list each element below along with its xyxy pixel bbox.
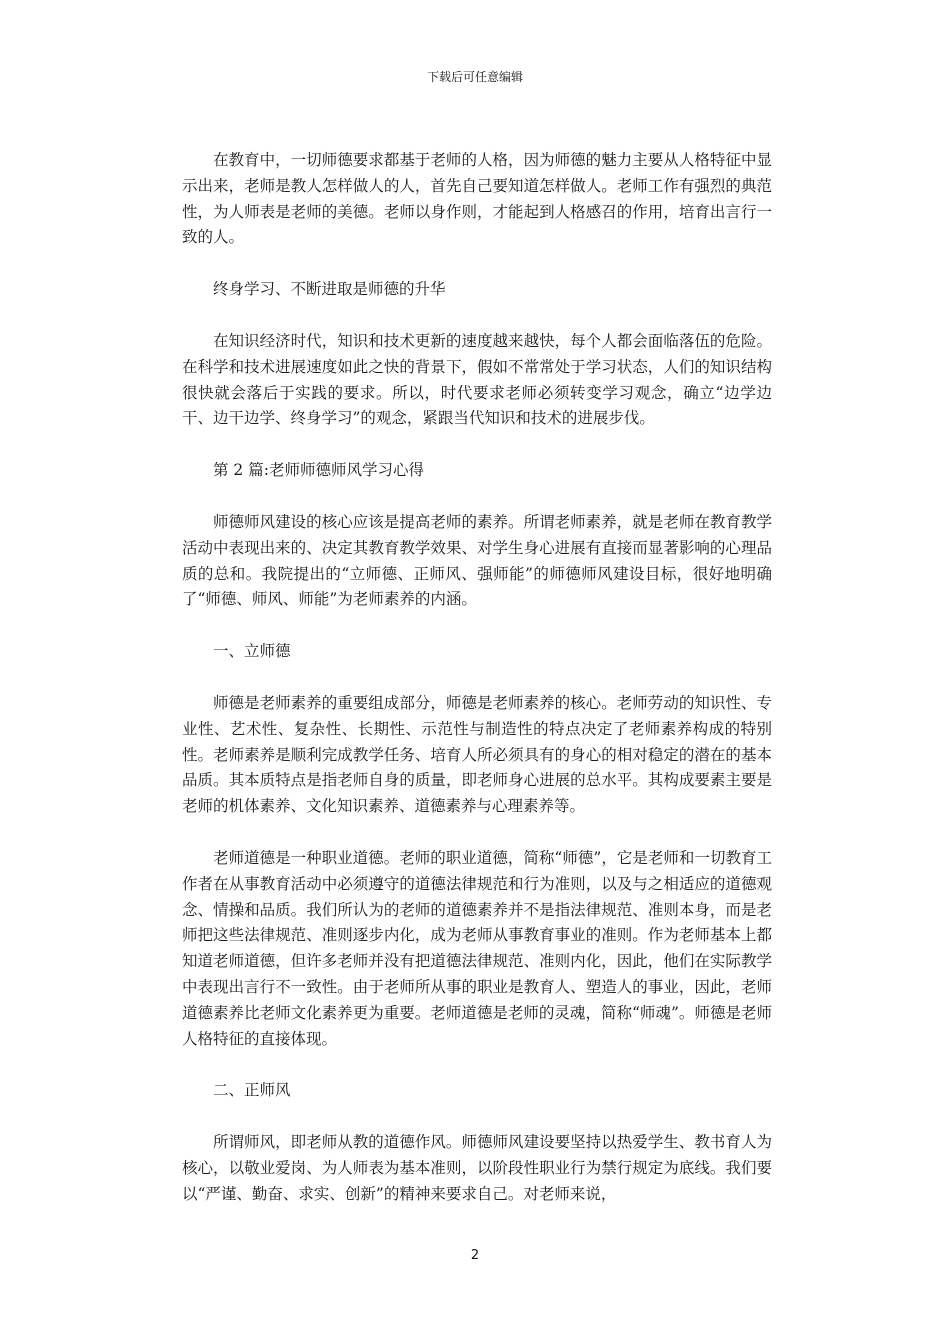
- paragraph: 在知识经济时代，知识和技术更新的速度越来越快，每个人都会面临落伍的危险。在科学和技术进展速度如此之快的背景下，假如不常常处于学习状态，人们的知识结构很快就会落后于实践的要求。所以，时代要求老师必须转变学习观念，确立“边学边干、边干边学、终身学习”的观念，紧跟当代知识和技术的进展步伐。: [182, 331, 772, 428]
- paragraph: 所谓师风，即老师从教的道德作风。师德师风建设要坚持以热爱学生、教书育人为核心，以敬业爱岗、为人师表为基本准则，以阶段性职业行为禁行规定为底线。我们要以“严谨、勤奋、求实、创新”的精神来要求自己。对老师来说，: [182, 1133, 772, 1203]
- section-heading: 终身学习、不断进取是师德的升华: [213, 280, 446, 299]
- document-body: [182, 148, 772, 1234]
- section-heading: 一、立师德: [213, 642, 291, 661]
- article-title: 第 2 篇:老师师德师风学习心得: [213, 461, 424, 480]
- section-heading: 二、正师风: [213, 1081, 291, 1100]
- paragraph: 在教育中，一切师德要求都基于老师的人格，因为师德的魅力主要从人格特征中显示出来，老师是教人怎样做人的人，首先自己要知道怎样做人。老师工作有强烈的典范性，为人师表是老师的美德。老师以身作则，才能起到人格感召的作用，培育出言行一致的人。: [182, 151, 772, 247]
- paragraph: 老师道德是一种职业道德。老师的职业道德，简称“师德”，它是老师和一切教育工作者在从事教育活动中必须遵守的道德法律规范和行为准则，以及与之相适应的道德观念、情操和品质。我们所认为的老师的道德素养并不是指法律规范、准则本身，而是老师把这些法律规范、准则逐步内化，成为老师从事教育事业的准则。作为老师基本上都知道老师道德，但许多老师并没有把道德法律规范、准则内化，因此，他们在实际教学中表现出言行不一致性。由于老师所从事的职业是教育人、塑造人的事业，因此，老师道德素养比老师文化素养更为重要。老师道德是老师的灵魂，简称“师魂”。师德是老师人格特征的直接体现。: [182, 848, 772, 1048]
- page-number: 2: [470, 1248, 480, 1263]
- paragraph: 师德是老师素养的重要组成部分，师德是老师素养的核心。老师劳动的知识性、专业性、艺术性、复杂性、长期性、示范性与制造性的特点决定了老师素养构成的特别性。老师素养是顺利完成教学任务、培育人所必须具有的身心的相对稳定的潜在的基本品质。其本质特点是指老师自身的质量，即老师身心进展的总水平。其构成要素主要是老师的机体素养、文化知识素养、道德素养与心理素养等。: [182, 693, 772, 816]
- page-header: 下载后可任意编辑: [426, 70, 523, 84]
- paragraph: 师德师风建设的核心应该是提高老师的素养。所谓老师素养，就是老师在教育教学活动中表现出来的、决定其教育教学效果、对学生身心进展有直接而显著影响的心理品质的总和。我院提出的“立师德、正师风、强师能”的师德师风建设目标，很好地明确了“师德、师风、师能”为老师素养的内涵。: [182, 512, 772, 609]
